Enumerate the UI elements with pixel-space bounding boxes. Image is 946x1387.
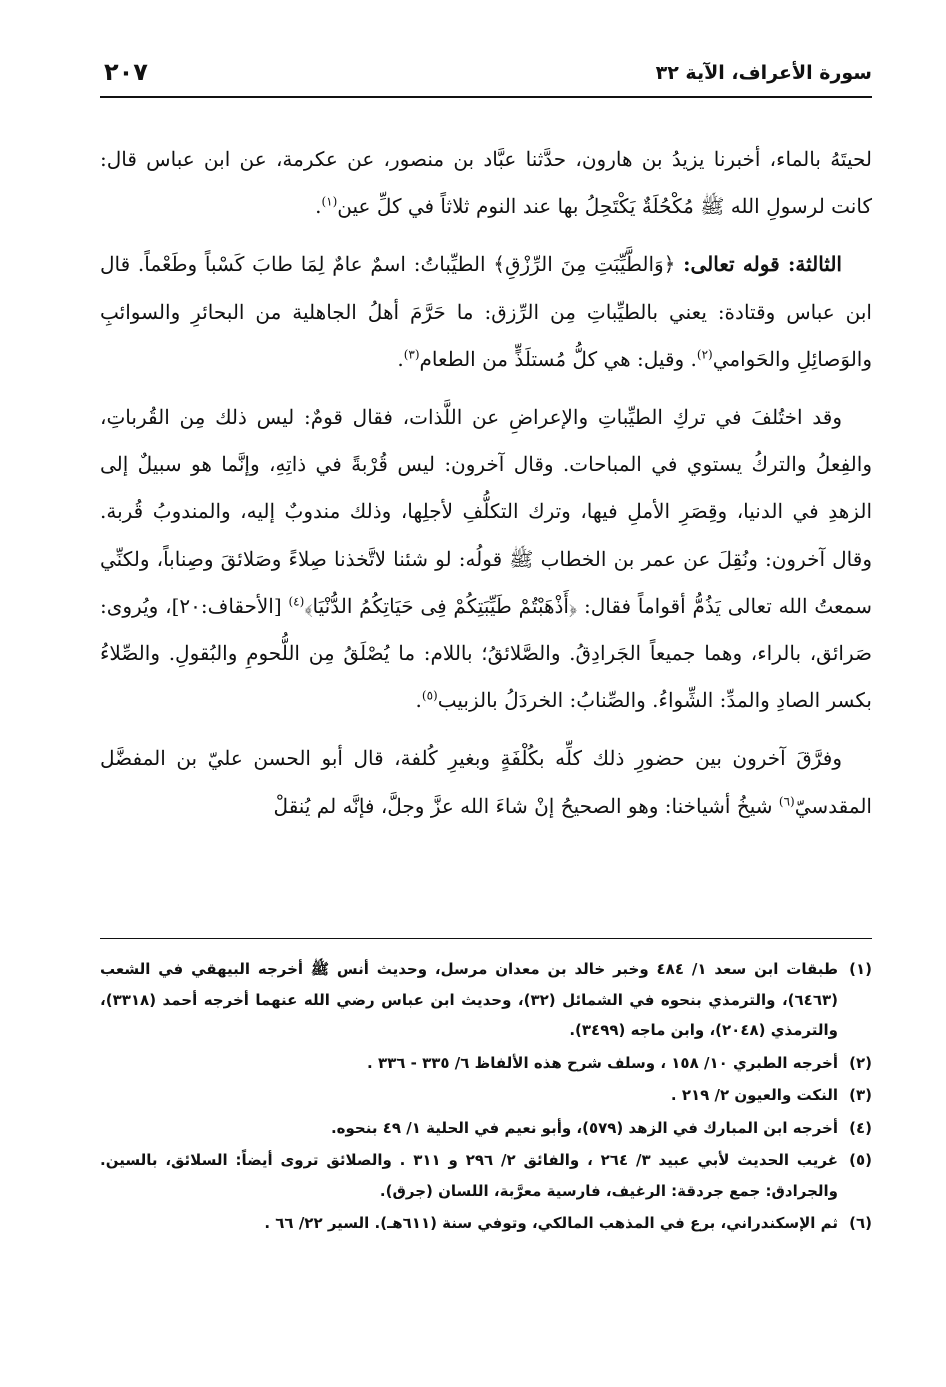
- footnote-ref-2: (٢): [696, 347, 713, 362]
- footnote-text: غريب الحديث لأبي عبيد ٣/ ٢٦٤ ، والفائق ٢/ ٢٩٦ و ٣١١ . والصلائق تروى أيضاً: السلائق، بالسين. والجرادق: جمع جردقة: الرغيف، فارسية معرَّبة، اللسان (جرق).: [100, 1151, 839, 1200]
- paragraph-2-text: ﴿وَالطَّيِّبَتِ مِنَ الرِّزْقِ﴾ الطيِّباتُ: اسمٌ عامٌ لِمَا طابَ كَسْباً وطَعْماً. قال ابن عباس وقتادة: يعني بالطيِّباتِ مِن الرِّزق: ما حَرَّمَ أهلُ الجاهلية من البحائرِ والسوائبِ والوَصائِلِ والحَوامي: [100, 252, 872, 371]
- paragraph-1-text: لحيتَهُ بالماء، أخبرنا يزيدُ بن هارون، حدَّثنا عبَّاد بن منصور، عن عكرمة، عن ابن عباس قال: كانت لرسولِ الله ﷺ مُكْحُلَةٌ يَكْتَحِلُ بها عند النوم ثلاثاً في كلِّ عين: [100, 147, 872, 219]
- paragraph-3: [100, 394, 872, 724]
- page-number: ٢٠٧: [104, 58, 148, 86]
- footnote-ref-3: (٣): [403, 347, 420, 362]
- paragraph-3-end: .: [415, 688, 422, 713]
- footnote-2: [100, 1048, 872, 1079]
- footnote-ref-6: (٦): [778, 793, 795, 808]
- footnote-text: النكت والعيون ٢/ ٢١٩ .: [670, 1086, 838, 1104]
- footnote-4: [100, 1113, 872, 1144]
- footnote-text: أخرجه ابن المبارك في الزهد (٥٧٩)، وأبو نعيم في الحلية ١/ ٤٩ بنحوه.: [330, 1118, 838, 1137]
- footnote-ref-1: (١): [321, 194, 338, 209]
- paragraph-1-end: .: [315, 194, 322, 219]
- footnote-ref-5: (٥): [421, 688, 438, 703]
- footnote-number: (٣): [849, 1086, 872, 1104]
- footnote-separator: [100, 938, 872, 939]
- footnote-5: [100, 1145, 872, 1206]
- paragraph-4: [100, 735, 872, 829]
- paragraph-3-mid: [الأحقاف:٢٠]، ويُروى: صَرائق، بالراء، وهما جميعاً الجَرادِقُ. والصَّلائقُ؛ باللام: ما يُصْلَقُ مِن اللُّحومِ والبُقولِ. والصِّلاءُ بكسر الصادِ والمدِّ: الشِّواءُ. والصِّنابُ: الخردَلُ بالزبيب: [100, 593, 872, 713]
- paragraph-2-lead: الثالثة: قوله تعالى:: [683, 252, 842, 277]
- footnote-number: (٤): [849, 1118, 872, 1137]
- footnote-6: [100, 1208, 872, 1239]
- main-text: [100, 136, 872, 830]
- footnote-number: (٢): [849, 1053, 872, 1072]
- paragraph-3-text: وقد اختُلفَ في تركِ الطيِّباتِ والإعراضِ عن اللَّذات، فقال قومٌ: ليس ذلك مِن القُرباتِ، والفِعلُ والتركُ يستوي في المباحات. وقال آخرون: ليس قُرْبةً في ذاتِهِ، وإنَّما هو سبيلٌ إلى الزهدِ في الدنيا، وقِصَرِ الأملِ فيها، وترك التكلُّفِ لأجلِها، وذلك مندوبٌ إليه، والمندوبُ قُربة. وقال آخرون: ونُقِلَ عن عمر بن الخطاب ﷺ قولُه: لو شئنا لاتَّخذنا صِلاءً وصَلائقَ وصِناباً، ولكنِّي سمعتُ الله تعالى يَذُمُّ أقواماً فقال: ﴿أَذْهَبْتُمْ طَيِّبَتِكُمْ فِى حَيَاتِكُمُ الدُّنْيَا﴾: [100, 405, 872, 618]
- footnote-number: (٥): [849, 1151, 873, 1169]
- paragraph-2: [100, 241, 872, 383]
- header-title: سورة الأعراف، الآية ٣٢: [655, 62, 872, 84]
- footnote-text: ثم الإسكندراني، برع في المذهب المالكي، وتوفي سنة (٦١١هـ). السير ٢٢/ ٦٦ .: [264, 1214, 838, 1232]
- footnote-number: (١): [849, 960, 872, 978]
- footnotes: [100, 954, 872, 1241]
- paragraph-2-mid: . وقيل: هي كلُّ مُستلَذٍّ من الطعام: [419, 346, 697, 371]
- footnote-1: [100, 954, 872, 1046]
- paragraph-1: [100, 136, 872, 230]
- paragraph-4-end: شيخُ أشياخنا: وهو الصحيحُ إنْ شاءَ الله عزَّ وجلَّ، فإنَّه لم يُنقلْ: [273, 793, 779, 818]
- running-header: [100, 52, 872, 96]
- paragraph-2-end: .: [397, 346, 404, 371]
- footnote-number: (٦): [849, 1214, 872, 1232]
- footnote-3: [100, 1080, 872, 1111]
- header-rule: [100, 96, 872, 98]
- footnote-text: طبقات ابن سعد ١/ ٤٨٤ وخبر خالد بن معدان مرسل، وحديث أنس ﷺ أخرجه البيهقي في الشعب (٦٤٦٣)، والترمذي بنحوه في الشمائل (٣٢)، وحديث ابن عباس رضي الله عنهما أخرجه أحمد (٣٣١٨)، والترمذي (٢٠٤٨)، وابن ماجه (٣٤٩٩).: [100, 960, 838, 1039]
- footnote-text: أخرجه الطبري ١٠/ ١٥٨ ، وسلف شرح هذه الألفاظ ٦/ ٣٣٥ - ٣٣٦ .: [367, 1053, 838, 1072]
- paragraph-4-text: وفرَّقَ آخرون بين حضورِ ذلك كلِّه بكُلْفَةٍ وبغيرِ كُلفة، قال أبو الحسن عليّ بن المفضَّل المقدسيّ: [100, 746, 872, 818]
- footnote-ref-4: (٤): [288, 594, 305, 609]
